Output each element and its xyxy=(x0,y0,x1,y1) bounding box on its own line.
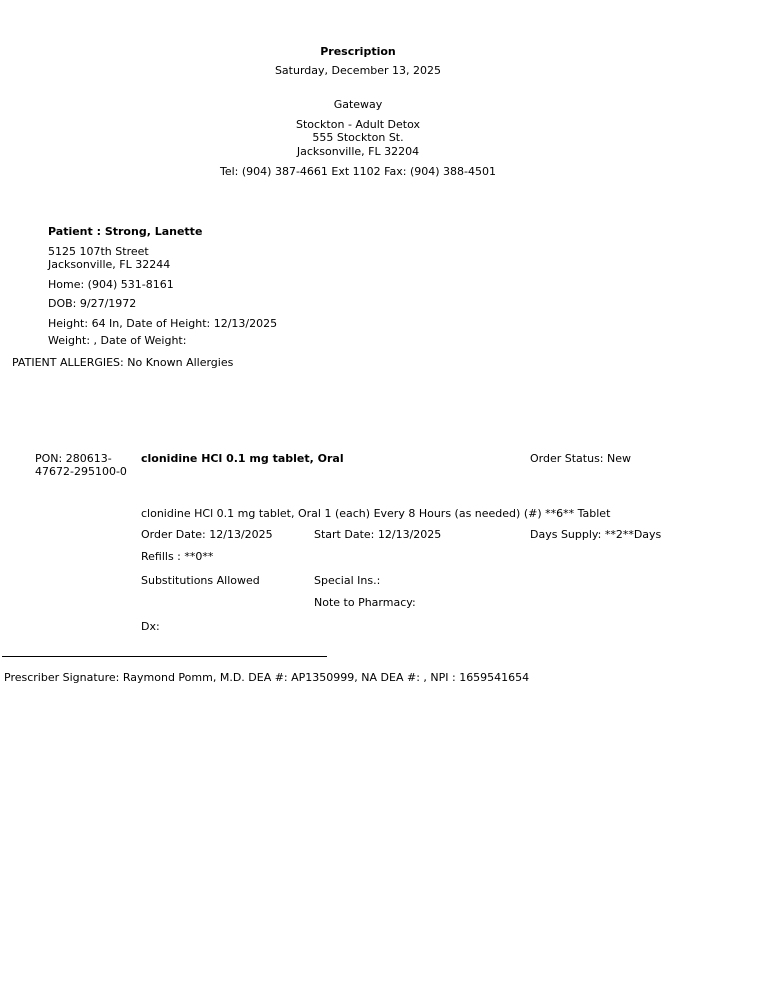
prescriber-signature: Prescriber Signature: Raymond Pomm, M.D. DEA #: AP1350999, NA DEA #: , NPI : 1659541654 xyxy=(4,671,530,684)
document-title: Prescription xyxy=(320,45,396,58)
facility-name: Stockton - Adult Detox xyxy=(295,118,421,131)
special-instructions: Special Ins.: xyxy=(314,574,381,587)
signature-line xyxy=(2,656,327,657)
facility-phone: Tel: (904) 387-4661 Ext 1102 Fax: (904) 388-4501 xyxy=(220,165,496,178)
patient-address-line2: Jacksonville, FL 32244 xyxy=(48,258,171,271)
order-date: Order Date: 12/13/2025 xyxy=(141,528,273,541)
drug-name: clonidine HCl 0.1 mg tablet, Oral xyxy=(141,452,344,465)
patient-weight: Weight: , Date of Weight: xyxy=(48,334,187,347)
patient-address-line1: 5125 107th Street xyxy=(48,245,149,258)
diagnosis: Dx: xyxy=(141,620,160,633)
days-supply: Days Supply: **2**Days xyxy=(530,528,662,541)
pon-number-line1: PON: 280613- xyxy=(35,452,112,465)
document-date: Saturday, December 13, 2025 xyxy=(274,64,442,77)
pon-number-line2: 47672-295100-0 xyxy=(35,465,127,478)
substitutions: Substitutions Allowed xyxy=(141,574,260,587)
start-date: Start Date: 12/13/2025 xyxy=(314,528,442,541)
patient-name: Patient : Strong, Lanette xyxy=(48,225,203,238)
patient-allergies: PATIENT ALLERGIES: No Known Allergies xyxy=(12,356,234,369)
refills: Refills : **0** xyxy=(141,550,214,563)
organization-name: Gateway xyxy=(333,98,383,111)
note-to-pharmacy: Note to Pharmacy: xyxy=(314,596,416,609)
patient-height: Height: 64 In, Date of Height: 12/13/2025 xyxy=(48,317,278,330)
patient-home-phone: Home: (904) 531-8161 xyxy=(48,278,174,291)
facility-address-line1: 555 Stockton St. xyxy=(312,131,404,144)
sig-instructions: clonidine HCl 0.1 mg tablet, Oral 1 (each) Every 8 Hours (as needed) (#) **6** Tablet xyxy=(141,507,611,520)
order-status: Order Status: New xyxy=(530,452,632,465)
patient-dob: DOB: 9/27/1972 xyxy=(48,297,137,310)
facility-address-line2: Jacksonville, FL 32204 xyxy=(296,145,420,158)
